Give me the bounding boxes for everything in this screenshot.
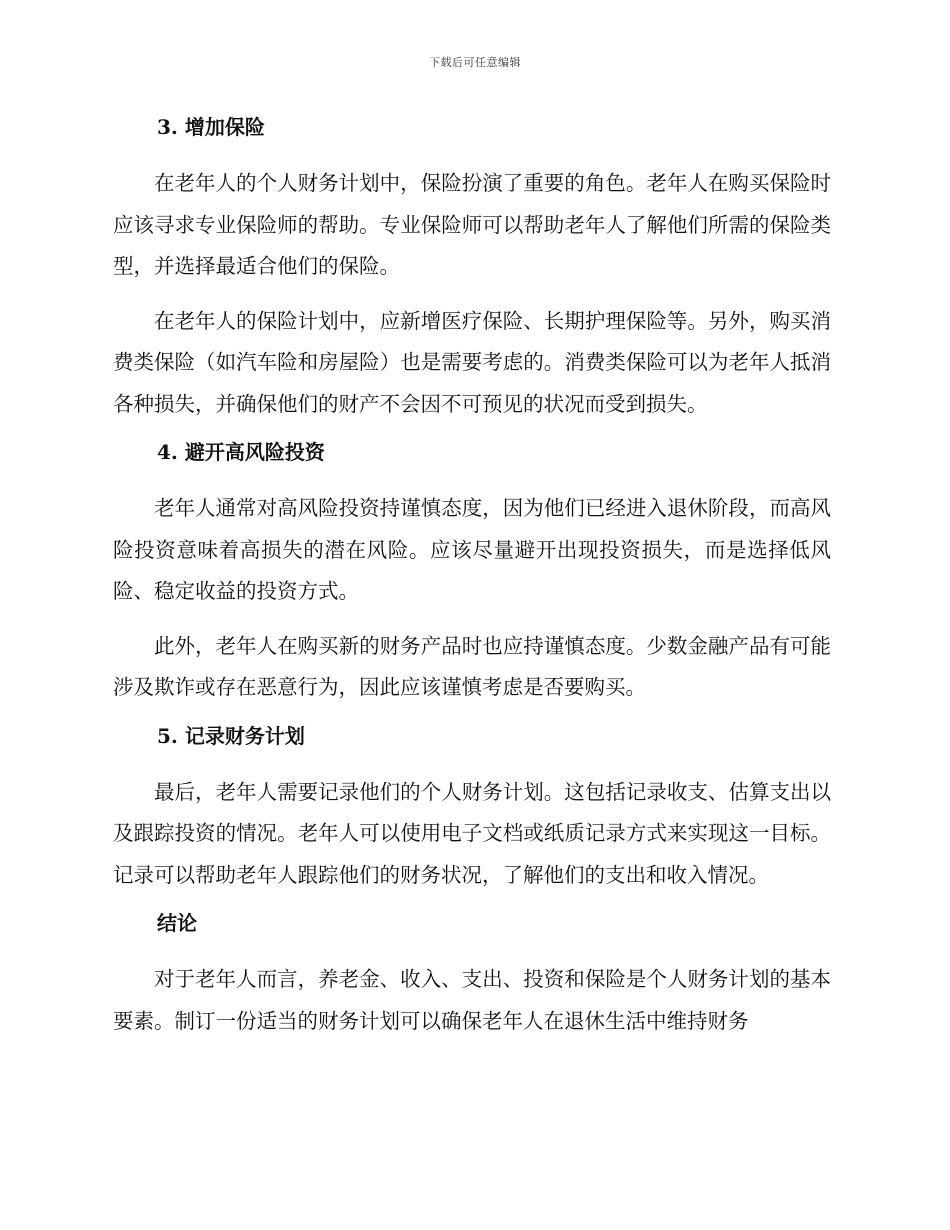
paragraph: 老年人通常对高风险投资持谨慎态度，因为他们已经进入退休阶段，而高风险投资意味着高损失的潜在风险。应该尽量避开出现投资损失，而是选择低风险、稳定收益的投资方式。 bbox=[113, 496, 831, 603]
header-note: 下载后可任意编辑 bbox=[429, 56, 521, 69]
section-avoid-high-risk bbox=[113, 437, 831, 709]
section-heading: 5. 记录财务计划 bbox=[157, 723, 305, 748]
section-heading: 4. 避开高风险投资 bbox=[157, 440, 325, 464]
paragraph: 对于老年人而言，养老金、收入、支出、投资和保险是个人财务计划的基本要素。制订一份适当的财务计划可以确保老年人在退休生活中维持财务 bbox=[113, 967, 831, 1033]
paragraph: 在老年人的个人财务计划中，保险扮演了重要的角色。老年人在购买保险时应该寻求专业保险师的帮助。专业保险师可以帮助老年人了解他们所需的保险类型，并选择最适合他们的保险。 bbox=[113, 171, 831, 278]
section-heading: 结论 bbox=[157, 911, 197, 935]
paragraph: 在老年人的保险计划中，应新增医疗保险、长期护理保险等。另外，购买消费类保险（如汽车险和房屋险）也是需要考虑的。消费类保险可以为老年人抵消各种损失，并确保他们的财产不会因不可预见的状况而受到损失。 bbox=[113, 308, 831, 416]
section-record-plan bbox=[113, 721, 831, 897]
section-conclusion bbox=[113, 908, 831, 1042]
paragraph: 此外，老年人在购买新的财务产品时也应持谨慎态度。少数金融产品有可能涉及欺诈或存在恶意行为，因此应该谨慎考虑是否要购买。 bbox=[113, 633, 831, 699]
document-body bbox=[113, 112, 831, 1042]
section-heading: 3. 增加保险 bbox=[157, 115, 265, 139]
paragraph: 最后，老年人需要记录他们的个人财务计划。这包括记录收支、估算支出以及跟踪投资的情况。老年人可以使用电子文档或纸质记录方式来实现这一目标。记录可以帮助老年人跟踪他们的财务状况，了解他们的支出和收入情况。 bbox=[113, 779, 831, 887]
section-increase-insurance bbox=[113, 112, 831, 425]
